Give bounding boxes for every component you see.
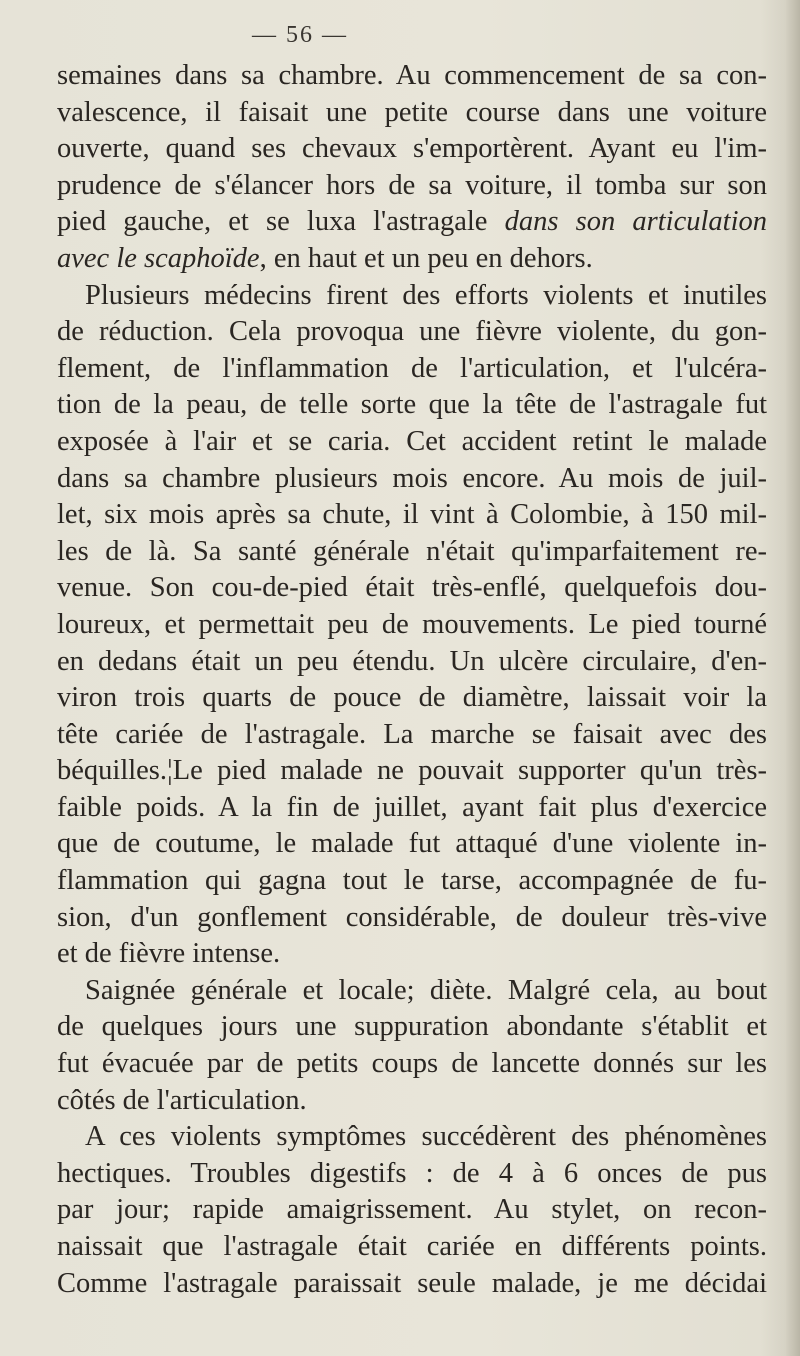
text-line — [57, 973, 767, 1010]
line-text: côtés de l'articulation. — [57, 1084, 307, 1116]
line-text: naissait que l'astragale était cariée en différents points. — [57, 1231, 767, 1262]
text-line — [57, 790, 767, 827]
line-text: les de là. Sa santé générale n'était qu'imparfaitement re- — [57, 535, 767, 567]
text-line — [57, 95, 767, 132]
line-text: sion, d'un gonflement considérable, de douleur très-vive — [57, 901, 767, 933]
text-line — [57, 826, 767, 863]
line-text: de quelques jours une suppuration abondante s'établit et — [57, 1011, 767, 1043]
text-line — [57, 351, 767, 388]
text-line — [57, 607, 767, 644]
text-line — [57, 461, 767, 498]
line-trailing-text: , en haut et un peu en dehors. — [259, 242, 593, 274]
line-text: semaines dans sa chambre. Au commencement de sa con- — [57, 60, 767, 91]
text-line — [57, 1156, 767, 1193]
text-line — [57, 314, 767, 351]
line-text: Comme l'astragale paraissait seule malade, je me décidai — [57, 1267, 767, 1299]
text-line — [57, 534, 767, 571]
line-text: tion de la peau, de telle sorte que la tête de l'astragale fut — [57, 389, 767, 421]
text-line — [57, 131, 767, 168]
line-text: prudence de s'élancer hors de sa voiture, il tomba sur son — [57, 169, 767, 201]
text-line — [57, 1046, 767, 1083]
line-text: tête cariée de l'astragale. La marche se faisait avec des — [57, 718, 767, 750]
text-line — [57, 424, 767, 461]
line-text: hectiques. Troubles digestifs : de 4 à 6 onces de pus — [57, 1157, 767, 1189]
text-line — [57, 570, 767, 607]
text-line — [57, 717, 767, 754]
text-line — [57, 936, 767, 973]
text-line — [57, 497, 767, 534]
line-text: let, six mois après sa chute, il vint à Colombie, à 150 mil- — [57, 499, 767, 531]
line-text: de réduction. Cela provoqua une fièvre violente, du gon- — [57, 316, 767, 348]
text-line — [57, 680, 767, 717]
line-text: que de coutume, le malade fut attaqué d'une violente in- — [57, 828, 767, 860]
text-line — [57, 168, 767, 205]
line-text: venue. Son cou-de-pied était très-enflé, quelquefois dou- — [57, 572, 767, 604]
text-line — [57, 900, 767, 937]
line-text: Plusieurs médecins firent des efforts violents et inutiles — [85, 279, 767, 311]
text-line — [57, 863, 767, 900]
text-line — [57, 58, 767, 95]
text-line — [57, 753, 767, 790]
text-line — [57, 644, 767, 681]
text-line — [57, 387, 767, 424]
text-line — [57, 1119, 767, 1156]
line-text: fut évacuée par de petits coups de lancette donnés sur les — [57, 1048, 767, 1080]
line-text: pied gauche, et se luxa l'astragale — [57, 206, 505, 238]
text-line — [57, 241, 767, 278]
line-text: flement, de l'inflammation de l'articulation, et l'ulcéra- — [57, 352, 767, 384]
text-line — [57, 1229, 767, 1266]
line-text: dans sa chambre plusieurs mois encore. Au mois de juil- — [57, 462, 767, 494]
line-text: flammation qui gagna tout le tarse, accompagnée de fu- — [57, 865, 767, 897]
text-line — [57, 204, 767, 241]
line-text: en dedans était un peu étendu. Un ulcère circulaire, d'en- — [57, 645, 767, 677]
line-text: A ces violents symptômes succédèrent des phénomènes — [85, 1121, 767, 1153]
line-text: exposée à l'air et se caria. Cet accident retint le malade — [57, 425, 767, 457]
text-line — [57, 1266, 767, 1303]
text-line — [57, 278, 767, 315]
line-text: par jour; rapide amaigrissement. Au stylet, on recon- — [57, 1194, 767, 1226]
line-italic-text: avec le scaphoïde — [57, 242, 260, 274]
line-text: béquilles.¦Le pied malade ne pouvait supporter qu'un très- — [57, 755, 767, 787]
body-text — [57, 58, 767, 1302]
line-text: Saignée générale et locale; diète. Malgré cela, au bout — [85, 974, 767, 1006]
line-text: viron trois quarts de pouce de diamètre, laissait voir la — [57, 682, 767, 714]
line-text: et de fièvre intense. — [57, 938, 281, 970]
text-line — [57, 1083, 767, 1120]
line-text: loureux, et permettait peu de mouvements. Le pied tourné — [57, 608, 767, 640]
text-line — [57, 1192, 767, 1229]
page-edge-shadow — [786, 0, 800, 1356]
text-line — [57, 1009, 767, 1046]
page-number: — 56 — — [252, 22, 348, 48]
line-italic-text: dans son articulation — [504, 206, 768, 238]
line-text: faible poids. A la fin de juillet, ayant fait plus d'exercice — [57, 791, 767, 823]
line-text: ouverte, quand ses chevaux s'emportèrent. Ayant eu l'im- — [57, 133, 767, 165]
line-text: valescence, il faisait une petite course dans une voiture — [57, 96, 767, 128]
